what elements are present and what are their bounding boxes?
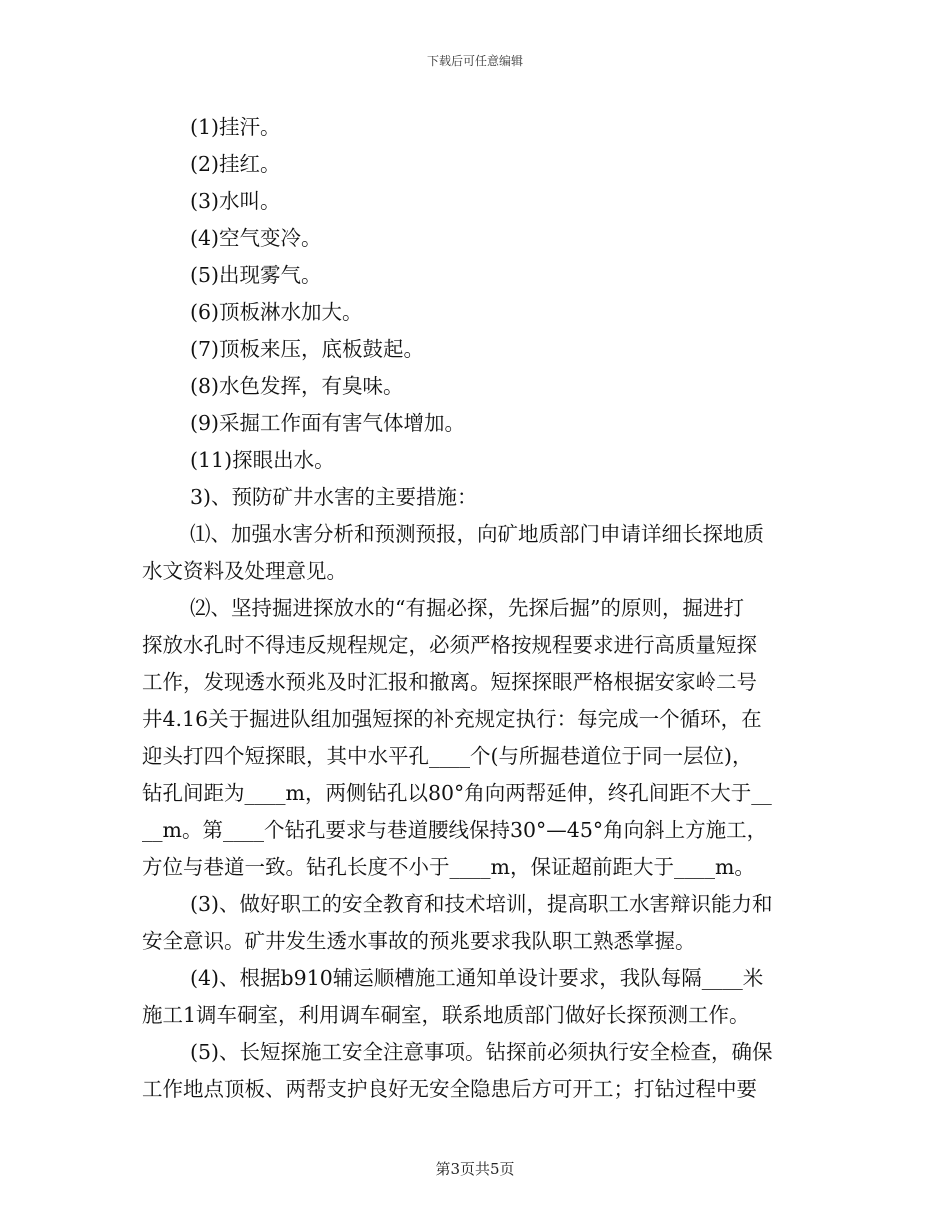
- page-footer: 第3页共5页: [435, 1160, 515, 1178]
- list-item: (4)空气变冷。: [190, 226, 322, 250]
- list-item: (5)出现雾气。: [190, 263, 322, 287]
- paragraph-line: ⑵、坚持掘进探放水的“有掘必探，先探后掘”的原则，掘进打: [190, 596, 744, 620]
- paragraph-line: (4)、根据b910辅运顺槽施工通知单设计要求，我队每隔____米: [190, 966, 764, 990]
- list-item: (8)水色发挥，有臭味。: [190, 374, 404, 398]
- section-title: 3)、预防矿井水害的主要措施：: [190, 485, 478, 509]
- page-header: 下载后可任意编辑: [426, 54, 523, 68]
- paragraph-line: 迎头打四个短探眼，其中水平孔____个(与所掘巷道位于同一层位)，: [142, 744, 753, 768]
- list-item: (1)挂汗。: [190, 115, 281, 139]
- paragraph-line: 工作，发现透水预兆及时汇报和撤离。短探探眼严格根据安家岭二号: [142, 670, 757, 694]
- list-item: (7)顶板来压，底板鼓起。: [190, 337, 425, 361]
- paragraph-line: (5)、长短探施工安全注意事项。钻探前必须执行安全检查，确保: [190, 1040, 773, 1064]
- list-item: (2)挂红。: [190, 152, 281, 176]
- list-item: (6)顶板淋水加大。: [190, 300, 363, 324]
- list-item: (9)采掘工作面有害气体增加。: [190, 411, 466, 435]
- paragraph-line: 水文资料及处理意见。: [142, 559, 347, 583]
- paragraph-line: (3)、做好职工的安全教育和技术培训，提高职工水害辩识能力和: [190, 892, 773, 916]
- list-item: (11)探眼出水。: [190, 448, 335, 472]
- paragraph-line: 施工1调车硐室，利用调车硐室，联系地质部门做好长探预测工作。: [142, 1003, 750, 1027]
- paragraph-line: 探放水孔时不得违反规程规定，必须严格按规程要求进行高质量短探: [142, 633, 757, 657]
- paragraph-line: __m。第____个钻孔要求与巷道腰线保持30°—45°角向斜上方施工，: [142, 818, 768, 842]
- paragraph-line: ⑴、加强水害分析和预测预报，向矿地质部门申请详细长探地质: [190, 522, 764, 546]
- paragraph-line: 钻孔间距为____m，两侧钻孔以80°角向两帮延伸，终孔间距不大于__: [142, 781, 772, 805]
- paragraph-line: 井4.16关于掘进队组加强短探的补充规定执行：每完成一个循环，在: [142, 707, 762, 731]
- list-item: (3)水叫。: [190, 189, 281, 213]
- paragraph-line: 方位与巷道一致。钻孔长度不小于____m，保证超前距大于____m。: [142, 855, 755, 879]
- paragraph-line: 安全意识。矿井发生透水事故的预兆要求我队职工熟悉掌握。: [142, 929, 696, 953]
- paragraph-line: 工作地点顶板、两帮支护良好无安全隐患后方可开工；打钻过程中要: [142, 1077, 757, 1101]
